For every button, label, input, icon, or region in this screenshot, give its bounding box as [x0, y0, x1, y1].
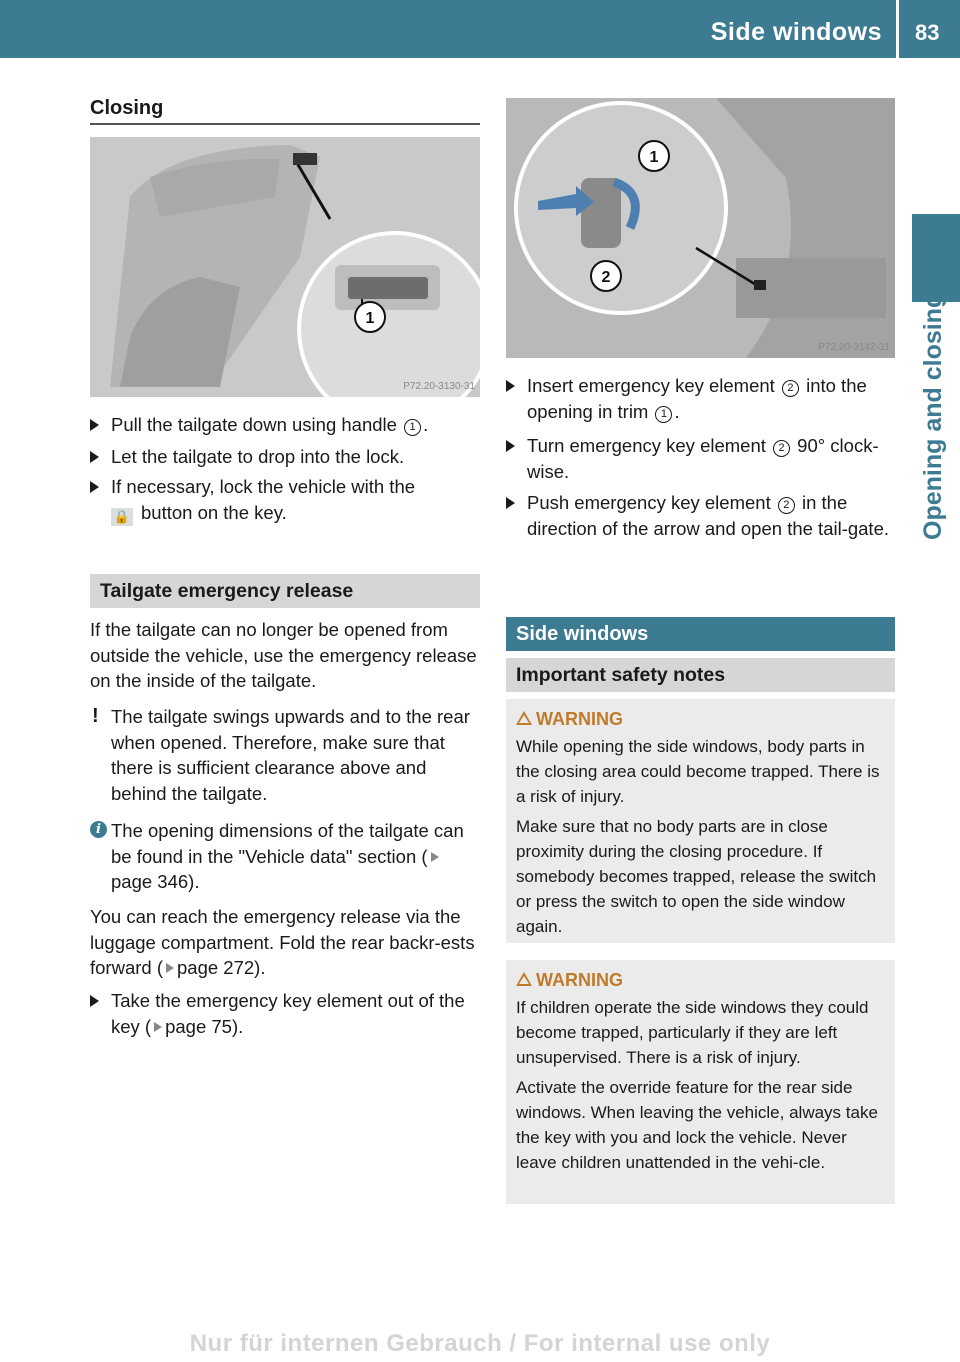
figure-callout-2: 2: [601, 269, 611, 286]
right-step-2: Turn emergency key element 2 90° clock-wise.: [506, 433, 895, 484]
step-arrow-icon: [90, 419, 99, 431]
emergency-intro: If the tailgate can no longer be opened from outside the vehicle, use the emergency release on the inside of the tailgate.: [90, 619, 477, 691]
ref-number-2: 2: [782, 380, 799, 397]
info-icon: i: [90, 821, 107, 838]
tailgate-illustration: [90, 137, 480, 397]
step-arrow-icon: [506, 380, 515, 392]
right-step-1: Insert emergency key element 2 into the opening in trim 1 .: [506, 373, 895, 424]
page-ref-icon: [166, 963, 174, 973]
header-bar: [0, 0, 960, 58]
figure-code: P72.20-3142-31: [818, 342, 890, 353]
warning-text: Make sure that no body parts are in close proximity during the closing procedure. If somebody becomes trapped, release the switch or press the switch to open the side window again.: [516, 817, 877, 936]
closing-step-3: If necessary, lock the vehicle with the 🔒 button on the key.: [90, 474, 480, 526]
page-ref-icon: [431, 852, 439, 862]
step-arrow-icon: [90, 995, 99, 1007]
ref-number-2: 2: [773, 440, 790, 457]
ref-number-2: 2: [778, 497, 795, 514]
tailgate-figure: [90, 137, 480, 397]
step-arrow-icon: [506, 440, 515, 452]
chapter-title: Opening and closing: [919, 292, 947, 540]
warning-box-2: [506, 960, 895, 1204]
warning-title: WARNING: [516, 707, 885, 732]
heading-rule: [90, 123, 480, 125]
exclamation-icon: !: [92, 705, 99, 727]
warning-triangle-icon: [516, 711, 532, 725]
warning-text: Activate the override feature for the rear side windows. When leaving the vehicle, always take the key with you and lock the vehicle. Never leave children unattended in the vehi-cle.: [516, 1078, 878, 1172]
side-windows-heading: Side windows: [506, 617, 895, 651]
ref-number-1: 1: [404, 419, 421, 436]
page-ref-icon: [154, 1022, 162, 1032]
page-number: 83: [915, 20, 940, 45]
emergency-release-heading: Tailgate emergency release: [90, 574, 480, 608]
figure-callout-1: 1: [649, 149, 659, 166]
ref-number-1: 1: [655, 406, 672, 423]
warning-text: If children operate the side windows they could become trapped, particularly if they are left unsupervised. There is a risk of injury.: [516, 998, 869, 1067]
figure-code: P72.20-3130-31: [403, 381, 475, 392]
step-arrow-icon: [90, 451, 99, 463]
step-arrow-icon: [506, 497, 515, 509]
lock-icon: 🔒: [111, 508, 133, 526]
emergency-para: You can reach the emergency release via the luggage compartment. Fold the rear backr-ests forward ( page 272).: [90, 906, 475, 978]
step-arrow-icon: [90, 481, 99, 493]
info-note: i The opening dimensions of the tailgate can be found in the "Vehicle data" section (page 346).: [90, 818, 480, 895]
warning-text: While opening the side windows, body parts in the closing area could become trapped. There is a risk of injury.: [516, 737, 880, 806]
emergency-key-figure: [506, 98, 895, 358]
figure-callout-1: 1: [365, 310, 375, 327]
emergency-step: Take the emergency key element out of the key ( page 75).: [90, 988, 480, 1039]
warning-triangle-icon: [516, 972, 532, 986]
chapter-tab: [912, 214, 960, 302]
closing-step-1: Pull the tailgate down using handle 1 .: [90, 412, 480, 438]
closing-step-2: Let the tailgate to drop into the lock.: [90, 444, 480, 470]
section-title: Side windows: [710, 18, 882, 46]
emergency-key-illustration: [506, 98, 895, 358]
safety-notes-heading: Important safety notes: [506, 658, 895, 692]
closing-heading: Closing: [90, 97, 164, 119]
caution-note: ! The tailgate swings upwards and to the rear when opened. Therefore, make sure that there is sufficient clearance above and behind the tailgate.: [92, 705, 470, 804]
warning-box-1: [506, 699, 895, 943]
warning-title: WARNING: [516, 968, 885, 993]
footer-watermark: Nur für internen Gebrauch / For internal use only: [189, 1330, 771, 1357]
right-step-3: Push emergency key element 2 in the direction of the arrow and open the tail-gate.: [506, 490, 895, 541]
header-separator: [896, 0, 899, 58]
